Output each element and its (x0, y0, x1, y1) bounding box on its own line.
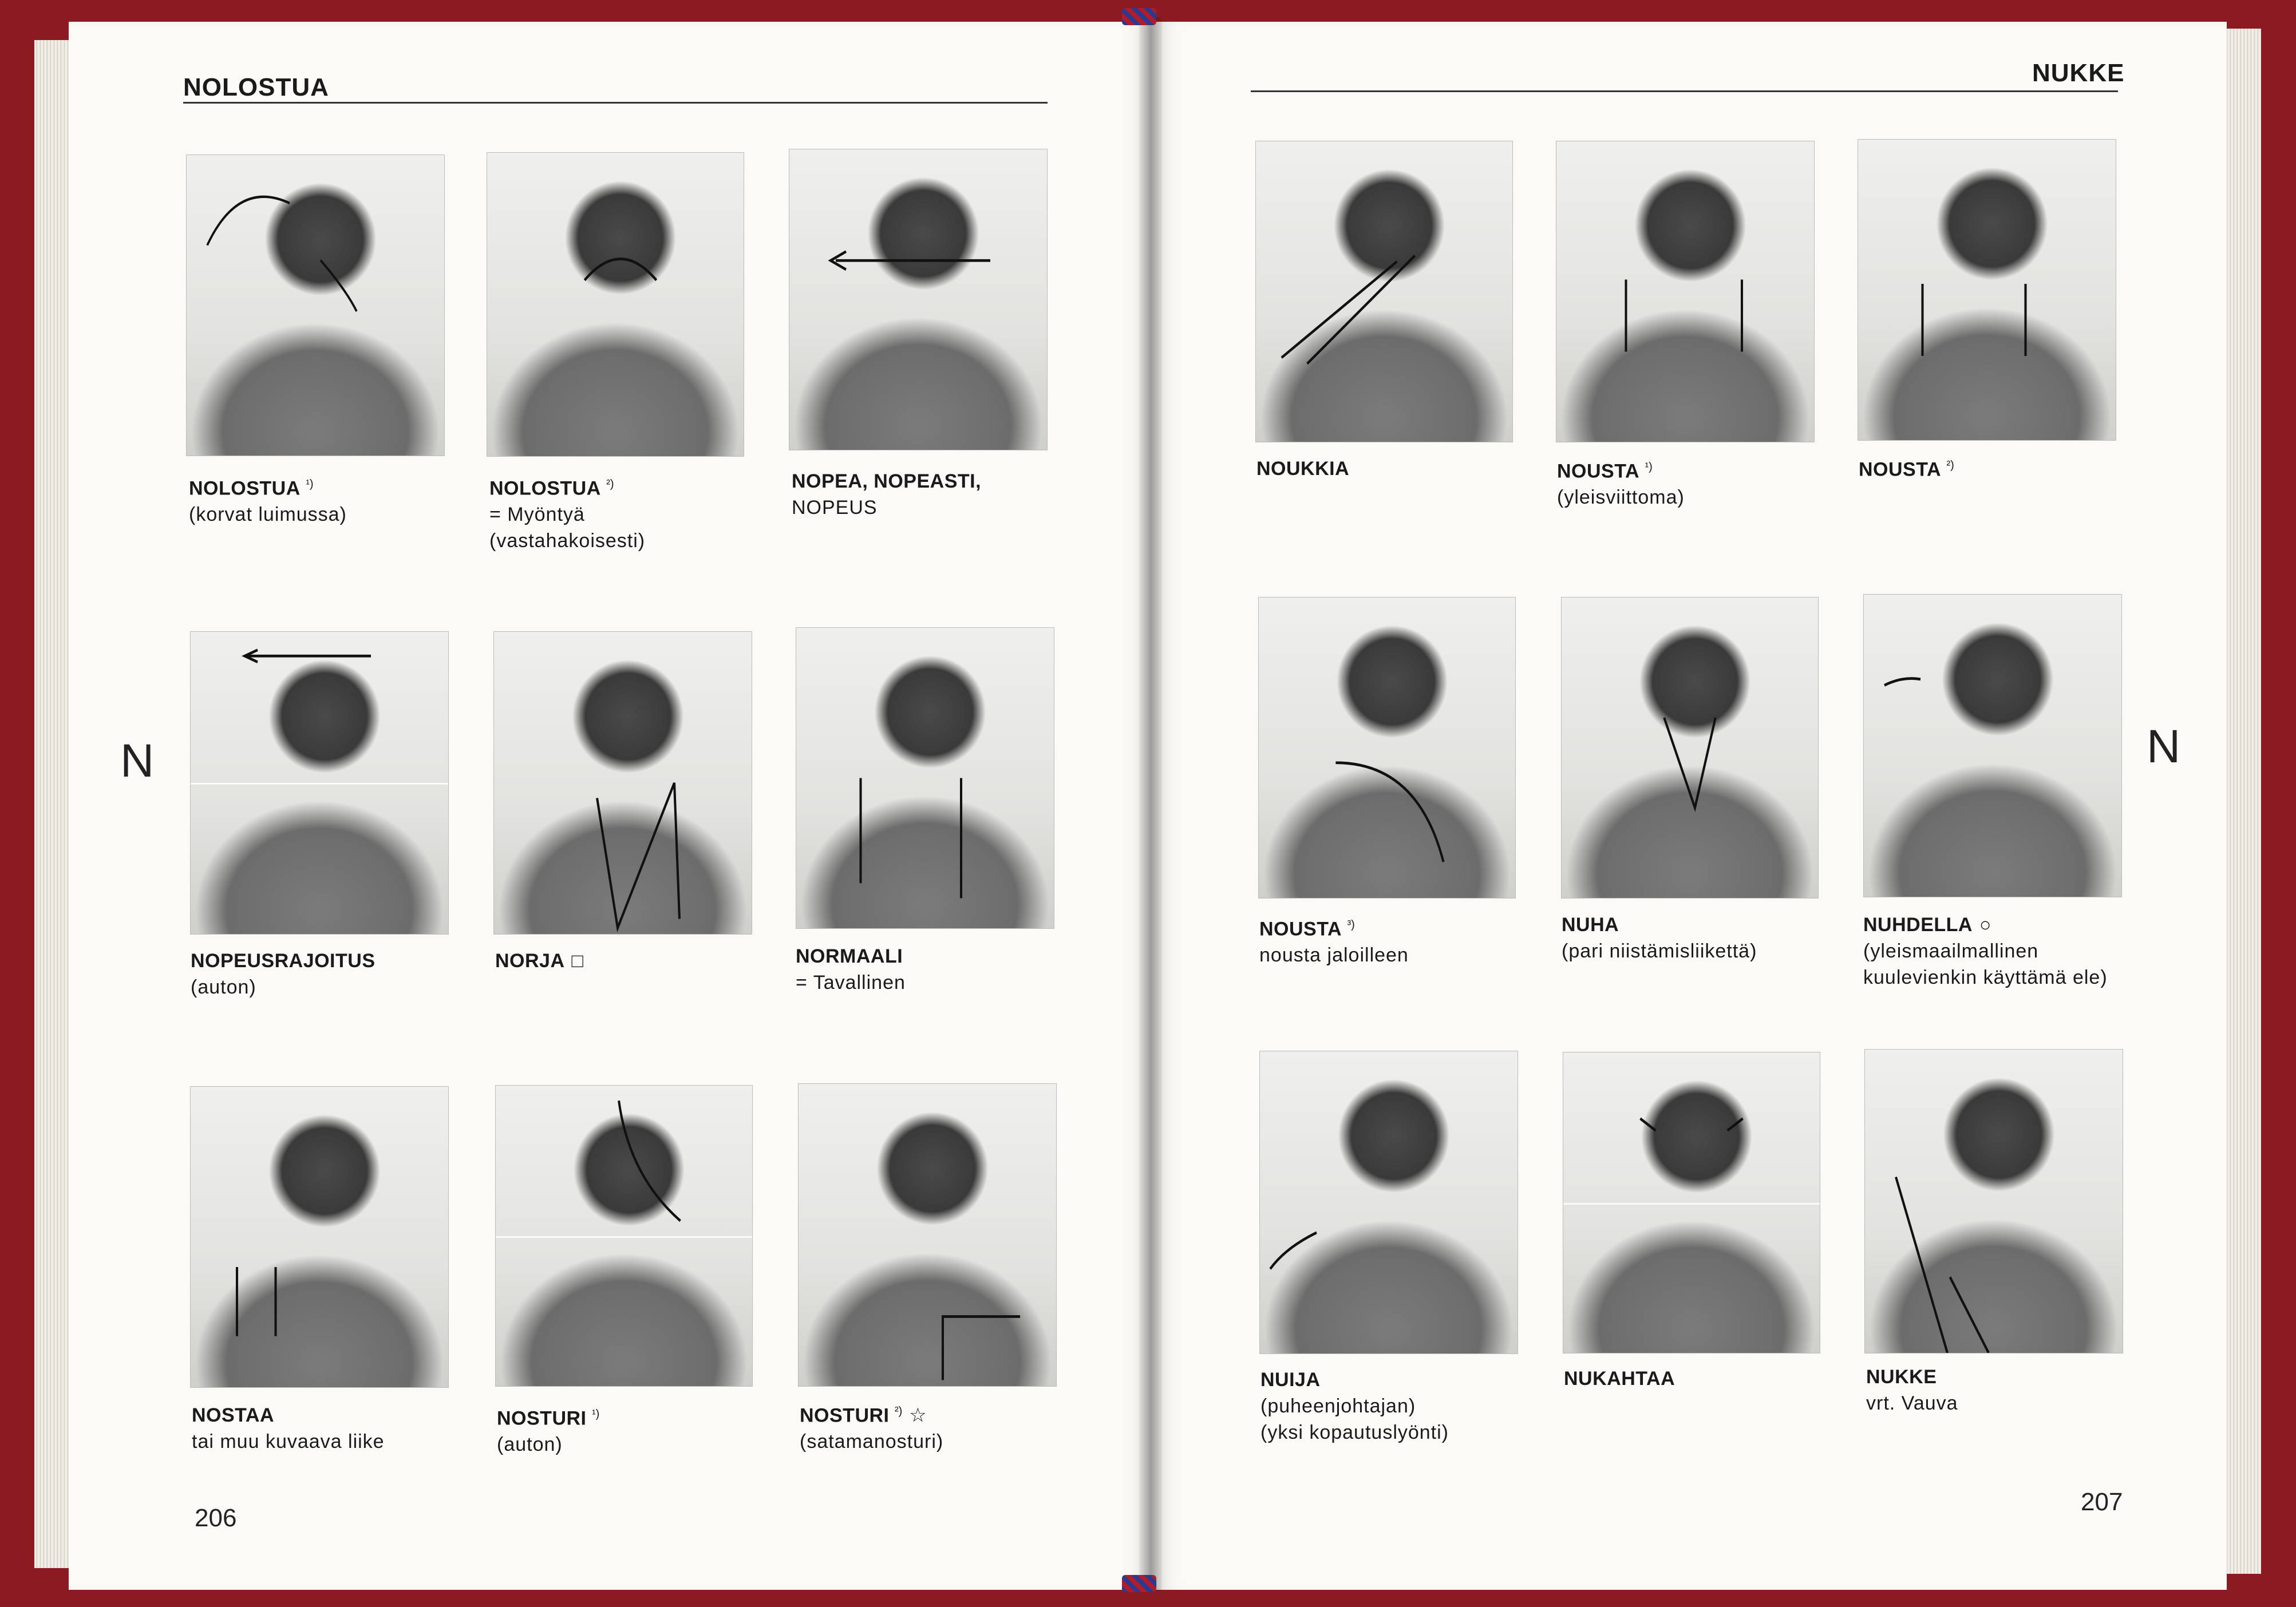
right-running-head: NUKKE (2032, 59, 2125, 87)
entry-mark: ¹) (1645, 461, 1653, 473)
entry-word: NUHDELLA (1863, 914, 1973, 936)
entry-normaali (796, 943, 906, 996)
entry-word: NOLOSTUA (489, 477, 601, 500)
entry-nosturi-2 (800, 1398, 943, 1455)
entry-word: NOPEA, NOPEASTI, (792, 470, 982, 492)
entry-word: NOSTAA (192, 1404, 275, 1426)
entry-nolostua-2 (489, 471, 645, 554)
sign-photo-nosturi-2 (798, 1083, 1057, 1387)
entry-note: (yleisviittoma) (1557, 486, 1685, 509)
entry-nousta-3 (1259, 912, 1409, 968)
entry-mark: ²) (894, 1405, 903, 1418)
entry-word: NUHA (1562, 914, 1619, 936)
entry-note: (puheenjohtajan) (1260, 1395, 1416, 1417)
entry-mark: ²) (1946, 459, 1954, 472)
entry-mark: ³) (1347, 919, 1355, 931)
entry-word: NUKAHTAA (1564, 1368, 1675, 1390)
entry-note: (yleismaailmallinen (1863, 940, 2039, 962)
right-thumb-letter: N (2147, 721, 2181, 773)
entry-word: NOUSTA (1557, 460, 1640, 482)
sign-photo-nousta-1 (1556, 141, 1815, 442)
entry-word: NORJA (495, 950, 565, 972)
entry-note: (vastahakoisesti) (489, 530, 646, 552)
sign-photo-nostaa (190, 1086, 449, 1388)
sign-photo-nuhdella (1863, 594, 2122, 897)
entry-word: NOLOSTUA (189, 477, 301, 500)
entry-note: nousta jaloilleen (1259, 944, 1409, 967)
entry-nuija (1260, 1367, 1449, 1446)
sign-photo-nousta-3 (1258, 597, 1516, 899)
sign-photo-nolostua-2 (487, 152, 744, 457)
entry-symbol: □ (571, 950, 584, 972)
entry-nukahtaa (1564, 1365, 1675, 1392)
left-thumb-letter: N (120, 735, 155, 787)
entry-noukkia (1256, 456, 1349, 482)
entry-nukke (1866, 1364, 1958, 1416)
sign-photo-nopeusrajoitus (190, 631, 449, 935)
page-stack-right (2221, 29, 2261, 1574)
sign-photo-nuija (1259, 1051, 1518, 1354)
entry-note: (auton) (191, 976, 256, 998)
entry-nolostua-1 (189, 471, 347, 528)
right-page-number: 207 (2081, 1488, 2123, 1516)
entry-note: (yksi kopautuslyönti) (1260, 1422, 1449, 1443)
sign-photo-noukkia (1255, 141, 1513, 442)
entry-symbol: ☆ (909, 1404, 927, 1427)
entry-nosturi-1 (497, 1401, 599, 1458)
left-head-rule (183, 102, 1048, 104)
entry-word: NORMAALI (796, 945, 903, 967)
bookmark-ribbon-bottom (1122, 1575, 1156, 1592)
entry-nostaa (192, 1402, 385, 1455)
entry-mark: ²) (606, 478, 614, 490)
entry-note: = Myöntyä (489, 504, 585, 526)
entry-note: tai muu kuvaava liike (192, 1431, 385, 1452)
sign-photo-nousta-2 (1858, 139, 2116, 441)
entry-word: NOPEUSRAJOITUS (191, 950, 376, 972)
entry-nuhdella (1863, 912, 2108, 991)
entry-norja (495, 948, 583, 974)
entry-nousta-2 (1859, 452, 1954, 482)
entry-nopeusrajoitus (191, 948, 376, 1000)
book-gutter (1139, 17, 1162, 1591)
left-running-head: NOLOSTUA (183, 73, 329, 101)
left-page (69, 22, 1153, 1590)
sign-photo-nukke (1864, 1049, 2123, 1353)
entry-note: = Tavallinen (796, 972, 906, 994)
sign-photo-nosturi-1 (495, 1085, 753, 1387)
entry-note: kuulevienkin käyttämä ele) (1863, 967, 2108, 988)
entry-word: NOUSTA (1859, 458, 1942, 481)
entry-mark: ¹) (591, 1408, 600, 1420)
right-page (1151, 22, 2227, 1590)
entry-word: NUKKE (1866, 1366, 1937, 1388)
sign-photo-normaali (796, 627, 1054, 929)
right-head-rule (1251, 90, 2118, 92)
entry-note: (auton) (497, 1434, 563, 1456)
sign-photo-nuha (1561, 597, 1819, 899)
entry-nuha (1562, 912, 1757, 964)
entry-word: NOUKKIA (1256, 458, 1350, 480)
sign-photo-nopea (789, 149, 1048, 450)
sign-photo-norja (493, 631, 752, 935)
left-page-number: 206 (195, 1504, 237, 1532)
entry-note: (korvat luimussa) (189, 504, 347, 526)
entry-nopea (792, 468, 981, 521)
entry-note: (satamanosturi) (800, 1431, 944, 1453)
entry-note: (pari niistämisliikettä) (1562, 940, 1757, 962)
entry-note: vrt. Vauva (1866, 1392, 1958, 1414)
entry-word: NOSTURI (800, 1404, 890, 1427)
sign-photo-nolostua-1 (186, 155, 445, 456)
bookmark-ribbon-top (1122, 8, 1156, 25)
sign-photo-nukahtaa (1563, 1052, 1820, 1353)
entry-word: NOSTURI (497, 1407, 587, 1430)
entry-mark: ¹) (306, 478, 314, 490)
entry-word: NUIJA (1260, 1369, 1321, 1391)
entry-word-cont: NOPEUS (792, 497, 878, 518)
entry-nousta-1 (1557, 454, 1685, 510)
entry-word: NOUSTA (1259, 918, 1342, 940)
entry-symbol: ○ (1979, 914, 1991, 936)
